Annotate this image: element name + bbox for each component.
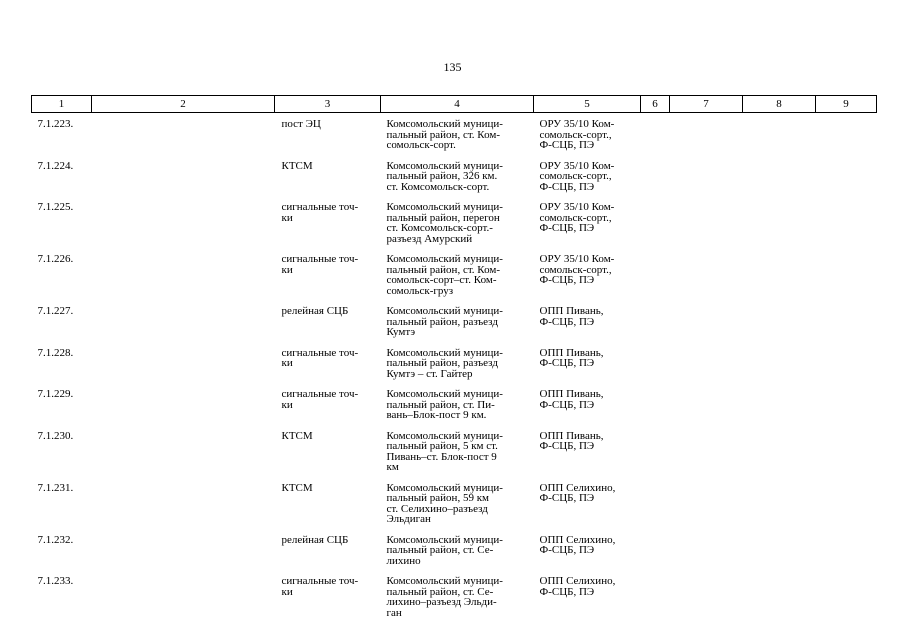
row-col7 [670,249,743,301]
row-object-name: сигнальные точ- ки [281,388,359,411]
row-col6 [641,197,670,249]
row-col7 [670,301,743,343]
row-power-source: ОРУ 35/10 Ком- сомольск-сорт., Ф-СЦБ, ПЭ [539,159,615,193]
column-header-9: 9 [816,96,877,113]
row-number: 7.1.223. [37,118,74,130]
table-row [32,571,877,623]
row-number: 7.1.224. [37,159,74,172]
row-col9 [816,530,877,572]
row-col9 [816,343,877,385]
row-location: Комсомольский муници- пальный район, ст. Се- лихино [386,533,503,567]
row-col7 [670,113,743,156]
row-power-source: ОПП Пивань, Ф-СЦБ, ПЭ [539,305,604,328]
row-col8 [743,384,816,426]
row-number: 7.1.227. [37,305,74,317]
row-power-source: ОПП Селихино, Ф-СЦБ, ПЭ [539,481,616,504]
row-object-name: релейная СЦБ [281,305,349,317]
row-col8 [743,156,816,198]
row-location: Комсомольский муници- пальный район, ст. Се- лихино–разъезд Эльди- ган [386,575,503,619]
row-col6 [641,249,670,301]
table-row [32,530,877,572]
table-body [32,113,877,624]
row-col6 [641,384,670,426]
row-location: Комсомольский муници- пальный район, разъезд Кумтэ [386,305,503,338]
row-number: 7.1.228. [37,346,74,359]
row-col6 [641,530,670,572]
row-object-name: релейная СЦБ [281,533,349,546]
row-col8 [743,426,816,478]
row-col7 [670,156,743,198]
table-header-row [32,96,877,113]
row-col6 [641,426,670,478]
row-location: Комсомольский муници- пальный район, ст. Пи- вань–Блок-пост 9 км. [386,388,503,421]
row-power-source: ОПП Селихино, Ф-СЦБ, ПЭ [539,575,616,598]
row-col8 [743,343,816,385]
row-col2 [92,301,275,343]
row-col8 [743,571,816,623]
row-object-name: КТСМ [281,159,313,172]
column-header-5: 5 [534,96,641,113]
table-row [32,343,877,385]
row-col2 [92,478,275,530]
row-number: 7.1.230. [37,429,74,442]
column-header-2: 2 [92,96,275,113]
table-row [32,249,877,301]
row-object-name: сигнальные точ- ки [281,201,359,224]
row-col6 [641,113,670,156]
row-number: 7.1.225. [37,201,74,213]
row-object-name: сигнальные точ- ки [281,575,359,598]
row-power-source: ОРУ 35/10 Ком- сомольск-сорт., Ф-СЦБ, ПЭ [539,253,615,286]
row-number: 7.1.232. [37,533,74,546]
row-col8 [743,197,816,249]
row-col6 [641,571,670,623]
row-object-name: сигнальные точ- ки [281,346,359,369]
row-col7 [670,197,743,249]
row-col9 [816,197,877,249]
table-row [32,113,877,156]
table-row [32,384,877,426]
row-col9 [816,156,877,198]
row-col9 [816,478,877,530]
row-power-source: ОПП Пивань, Ф-СЦБ, ПЭ [539,429,604,452]
row-col8 [743,113,816,156]
row-col8 [743,530,816,572]
row-col9 [816,571,877,623]
row-location: Комсомольский муници- пальный район, разъезд Кумтэ – ст. Гайтер [386,346,503,380]
column-header-1: 1 [32,96,92,113]
row-col7 [670,426,743,478]
row-col9 [816,249,877,301]
row-col7 [670,384,743,426]
row-number: 7.1.226. [37,253,74,265]
row-col7 [670,478,743,530]
row-power-source: ОРУ 35/10 Ком- сомольск-сорт., Ф-СЦБ, ПЭ [539,118,615,151]
row-col2 [92,249,275,301]
row-number: 7.1.233. [37,575,74,587]
table-row [32,301,877,343]
row-col9 [816,384,877,426]
row-col2 [92,113,275,156]
table-row [32,426,877,478]
row-col2 [92,530,275,572]
row-location: Комсомольский муници- пальный район, перегон ст. Комсомольск-сорт.- разъезд Амурский [386,201,503,245]
row-col7 [670,530,743,572]
row-col9 [816,426,877,478]
table-row [32,478,877,530]
row-col8 [743,301,816,343]
row-number: 7.1.231. [37,481,74,494]
column-header-8: 8 [743,96,816,113]
row-col2 [92,571,275,623]
row-col6 [641,156,670,198]
row-location: Комсомольский муници- пальный район, 326 км. ст. Комсомольск-сорт. [386,159,503,193]
row-power-source: ОПП Селихино, Ф-СЦБ, ПЭ [539,533,616,556]
page-number: 135 [443,60,462,74]
row-col6 [641,343,670,385]
table-row [32,156,877,198]
row-location: Комсомольский муници- пальный район, 5 км ст. Пивань–ст. Блок-пост 9 км [386,429,503,473]
row-col7 [670,571,743,623]
row-col8 [743,478,816,530]
row-col7 [670,343,743,385]
row-col9 [816,301,877,343]
row-col2 [92,156,275,198]
data-table [31,95,877,623]
column-header-7: 7 [670,96,743,113]
column-header-6: 6 [641,96,670,113]
row-object-name: КТСМ [281,429,313,442]
row-col8 [743,249,816,301]
row-location: Комсомольский муници- пальный район, ст. Ком- сомольск-сорт. [386,118,503,151]
row-col6 [641,478,670,530]
row-power-source: ОПП Пивань, Ф-СЦБ, ПЭ [539,388,604,411]
row-col2 [92,343,275,385]
row-location: Комсомольский муници- пальный район, 59 км ст. Селихино–разъезд Эльдиган [386,481,503,525]
column-header-3: 3 [275,96,381,113]
row-col6 [641,301,670,343]
row-col2 [92,426,275,478]
row-location: Комсомольский муници- пальный район, ст. Ком- сомольск-сорт–ст. Ком- сомольск-груз [386,253,503,297]
table-row [32,197,877,249]
row-col2 [92,384,275,426]
row-object-name: КТСМ [281,481,313,494]
row-col9 [816,113,877,156]
row-object-name: сигнальные точ- ки [281,253,359,276]
row-power-source: ОПП Пивань, Ф-СЦБ, ПЭ [539,346,604,369]
column-header-4: 4 [381,96,534,113]
row-col2 [92,197,275,249]
row-power-source: ОРУ 35/10 Ком- сомольск-сорт., Ф-СЦБ, ПЭ [539,201,615,234]
row-number: 7.1.229. [37,388,74,400]
row-object-name: пост ЭЦ [281,118,321,130]
